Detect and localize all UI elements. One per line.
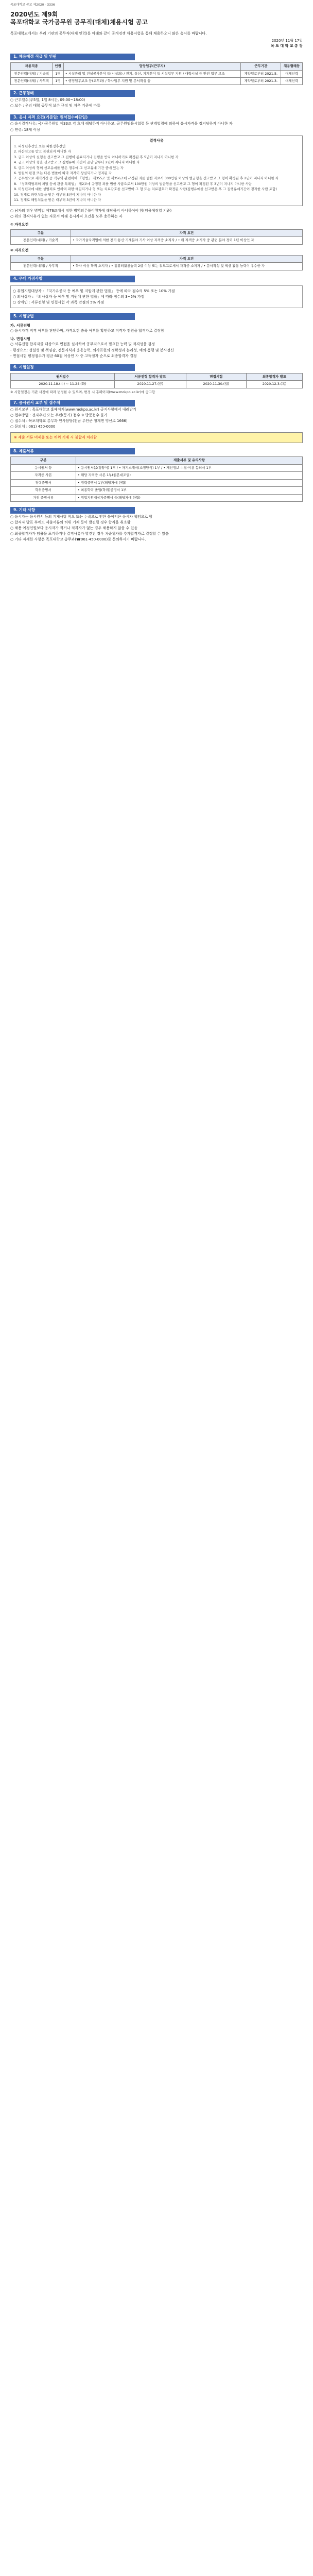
list-item: ○ 근무일수(주5일, 1일 8시간, 09:00~18:00) — [10, 98, 85, 103]
schedule-table — [10, 373, 303, 388]
table-cell: 응시원서 등 — [11, 464, 76, 471]
table-cell: 1명 — [53, 78, 63, 85]
list-item: 11. 징계로 해임처분을 받은 때부터 3년이 지나지 아니한 자 — [14, 198, 101, 202]
title-line-1: 2020년도 제9회 — [10, 10, 58, 18]
col-header: 최종합격자 발표 — [247, 373, 303, 380]
list-item: ○ 원서교부 : 목포대학교 홈페이지(www.mokpo.ac.kr) 공지사항에서 내려받기 — [10, 407, 136, 412]
table-cell: 대체인력 — [281, 70, 303, 77]
title-line-2: 목포대학교 국가공무원 공무직(대체)채용시험 공고 — [10, 19, 148, 26]
table-cell: 계약일로부터 2021.3. — [241, 78, 281, 85]
list-item: ○ 취업지원대상자 : 「국가유공자 등 예우 및 지원에 관한 법률」 등에 따라 점수의 5% 또는 10% 가점 — [13, 289, 175, 293]
table-cell: 학위증명서 — [11, 487, 76, 494]
table-cell: • 최종학력 졸업(학위)증명서 1부 — [76, 487, 303, 494]
table-cell: 2020.11.30.(월) — [186, 381, 246, 388]
col-header: 면접시험 — [186, 373, 246, 380]
table-cell: 대체인력 — [281, 78, 303, 85]
other-notes-list — [10, 514, 303, 543]
announcement-date: 2020년 11월 17일 — [271, 39, 303, 43]
table-cell: 전문인력(대체) / 기술직 — [11, 70, 53, 77]
list-item: 1. 피성년후견인 또는 피한정후견인 — [14, 144, 66, 148]
table-row — [11, 78, 303, 85]
col-header: 담당업무(근무지) — [63, 63, 241, 70]
section-7-heading: 7. 응시원서 교부 및 접수처 — [10, 400, 135, 406]
disqualification-list — [14, 144, 299, 203]
box-title: 결격사유 — [149, 138, 164, 143]
table-cell: 2020.11.27.(금) — [115, 381, 186, 388]
document-number: 목포대학교 공고 제2020 - 3336 — [10, 3, 55, 7]
col-header: 근무기간 — [241, 63, 281, 70]
col-header: 인원 — [53, 63, 63, 70]
section-4-heading: 4. 우대 가점사항 — [10, 276, 135, 282]
table-cell: 전문인력(대체) / 사무직 — [11, 78, 53, 85]
section-3-heading: 3. 응시 자격 요건(기준일: 원서접수마감일) — [10, 114, 135, 121]
section-2-heading: 2. 근무형태 — [10, 90, 135, 97]
list-item: 8. 「성폭력범죄의 처벌 등에 관한 특례법」 제2조에 규정된 죄를 범한 사람으로서 100만원 이상의 벌금형을 선고받고 그 형이 확정된 후 3년이 지나지 아니한 사람 — [14, 181, 252, 186]
requirements-table-2 — [10, 255, 303, 270]
table-cell: 자격증 사본 — [11, 472, 76, 479]
list-item: 9. 미성년자에 대한 성범죄로 인하여 파면·해임되거나 형 또는 치료감호를 선고받아 그 형 또는 치료감호가 확정된 사람(집행유예를 선고받은 후 그 집행유예기간이 경과한 사람 포함) — [14, 187, 277, 192]
intro-text: 목포대학교에서는 우리 기관의 공무직(대체 인력)를 아래와 같이 공개경쟁 채용시험을 통해 채용하오니 많은 응시를 바랍니다. — [10, 31, 207, 36]
disqualification-box — [10, 135, 303, 206]
list-item: 2. 파산선고를 받고 복권되지 아니한 자 — [14, 149, 71, 154]
list-item: ○ 보수 : 우리 대학 공무직 보수 규정 및 처우 기준에 따름 — [10, 104, 100, 108]
subsection-heading: 가. 서류전형 — [10, 323, 30, 328]
table-cell: 계약일로부터 2021.5. — [241, 70, 281, 77]
documents-table — [10, 456, 303, 502]
table-cell: 전문인력(대체) / 기술직 — [11, 237, 71, 244]
list-item: ○ 응시결격사유: 국가공무원법 제33조 각 호에 해당하지 아니하고, 공무원임용시험령 등 관계법령에 의하여 응시자격을 정지당하지 아니한 자 — [10, 122, 233, 126]
table-cell: • 취업지원대상자증명서 등(해당자에 한함) — [76, 494, 303, 501]
list-item: ○ 위의 결격사유가 없는 자로서 아래 응시자격 요건을 모두 충족하는 자 — [10, 214, 123, 218]
list-item: ○ 의사상자 : 「의사상자 등 예우 및 지원에 관한 법률」에 따라 점수의 3~5% 가점 — [13, 294, 145, 299]
col-header: 제출서류 및 유의사항 — [76, 457, 303, 464]
list-item: ○ 기타 자세한 사항은 목포대학교 총무과(☎061-450-0000)로 문의하시기 바랍니다. — [10, 537, 146, 542]
paragraph: ○ 응시자격 적격 여부를 판단하며, 자격요건 충족 여부를 확인하고 적격자 전원을 합격자로 결정함 — [10, 329, 164, 333]
subsection-heading: ② 자격요건 — [10, 248, 29, 252]
bonus-points-box — [10, 285, 303, 308]
list-item: ○ 접수처 : 목포대학교 총무과 인사담당(전남 무안군 청계면 영산로 1666) — [10, 419, 128, 423]
list-item: ○ 응시자는 응시원서 등의 기재사항 착오 또는 누락으로 인한 불이익은 응시자 책임으로 함 — [10, 514, 153, 519]
list-item: 7. 공무원으로 재직기간 중 직무와 관련하여 「형법」 제355조 및 제356조에 규정된 죄를 범한 자로서 300만원 이상의 벌금형을 선고받고 그 형이 확정된 후 2년이 지나지 아니한 자 — [14, 176, 279, 181]
table-cell: 1명 — [53, 70, 63, 77]
col-header: 자격 요건 — [71, 229, 303, 236]
list-item: ○ 접수방법 : 전자우편 또는 우편(등기) 접수 ※ 방문접수 불가 — [10, 413, 108, 417]
list-item: ○ 채용 예정인원보다 응시자가 적거나 적격자가 없는 경우 채용하지 않을 수 있음 — [10, 526, 137, 531]
list-item: - 평정요소: 성실성 및 책임감, 전문지식과 응용능력, 의사표현의 정확성과 논리성, 예의·품행 및 봉사정신 — [10, 348, 174, 352]
list-item: 6. 법원의 판결 또는 다른 법률에 따라 자격이 상실되거나 정지된 자 — [14, 171, 112, 175]
eligibility-list — [10, 121, 303, 132]
section-6-heading: 6. 시험일정 — [10, 364, 135, 371]
list-item: ○ 최종합격자가 임용을 포기하거나 결격사유가 발견된 경우 차순위자를 추가합격자로 결정할 수 있음 — [10, 532, 169, 536]
list-item: - 면접시험 평정점수가 평균 60점 이상인 자 중 고득점자 순으로 최종합격자 결정 — [10, 353, 137, 358]
col-header: 원서접수 — [11, 373, 115, 380]
table-cell: • 경력증명서 1부(해당자에 한함) — [76, 479, 303, 486]
list-item: ○ 합격자 발표 후에도 제출서류의 허위 기재 등이 발견될 경우 합격을 취소함 — [10, 520, 131, 524]
section-9-heading: 9. 기타 사항 — [10, 507, 135, 514]
col-header: 채용직종 — [11, 63, 53, 70]
requirements-table-1 — [10, 229, 303, 245]
table-cell: • 국가기술자격법에 의한 전기·통신·기계분야 기사 이상 자격증 소지자 / • 위 자격증 소지자 중 관련 분야 경력 1년 이상인 자 — [71, 237, 303, 244]
signer: 목 포 대 학 교 총 장 — [271, 44, 303, 48]
table-row — [11, 381, 303, 388]
col-header: 서류전형 합격자 발표 — [115, 373, 186, 380]
table-cell: • 학사 이상 학위 소지자 / • 컴퓨터활용능력 2급 이상 또는 워드프로세서 자격증 소지자 / • 문서작성 및 엑셀 활용 능력이 우수한 자 — [71, 263, 303, 270]
table-cell: • 행정업무보조 등(교무과) / 학사업무 지원 및 문서작성 등 — [63, 78, 241, 85]
page-title — [10, 11, 303, 27]
interview-list — [10, 348, 303, 359]
table-row — [11, 494, 303, 501]
table-cell: 경력증명서 — [11, 479, 76, 486]
list-item: 10. 징계로 파면처분을 받은 때부터 5년이 지나지 아니한 자 — [14, 192, 101, 197]
schedule-note: ※ 시험일정은 기관 사정에 따라 변경될 수 있으며, 변경 시 홈페이지(www.mokpo.ac.kr)에 공고함 — [10, 389, 155, 394]
positions-table — [10, 62, 303, 85]
table-row — [11, 70, 303, 77]
work-type-list — [10, 97, 303, 108]
col-header: 구분 — [11, 457, 76, 464]
table-cell: 2020.11.18.(수) ~ 11.24.(화) — [11, 381, 115, 388]
table-cell: • 시설관리 및 건설공사분야 등(시설과) / 전기, 통신, 기계분야 등 시설업무 지원 / 대학시설 등 안전 업무 보조 — [63, 70, 241, 77]
col-header: 구분 — [11, 255, 71, 262]
table-row — [11, 487, 303, 494]
list-item: ○ 남자의 경우 병역법 제76조에서 정한 병역의무불이행자에 해당하지 아니하여야 함(임용예정일 기준) — [10, 208, 172, 213]
table-row — [11, 464, 303, 471]
table-row — [11, 472, 303, 479]
subsection-heading: ① 자격요건 — [10, 222, 29, 227]
list-item: 4. 금고 이상의 형을 선고받고 그 집행유예 기간이 끝난 날부터 2년이 지나지 아니한 자 — [14, 160, 140, 165]
table-row — [11, 263, 303, 270]
subsection-heading: 나. 면접시험 — [10, 337, 30, 342]
table-cell: 가점 증빙서류 — [11, 494, 76, 501]
table-cell: 전문인력(대체) / 사무직 — [11, 263, 71, 270]
list-item: ○ 연령: 18세 이상 — [10, 127, 40, 132]
table-cell: • 응시원서(소정양식) 1부 / • 자기소개서(소정양식) 1부 / • 개인정보 수집·이용 동의서 1부 — [76, 464, 303, 471]
list-item: 3. 금고 이상의 실형을 선고받고 그 집행이 종료되거나 집행을 받지 아니하기로 확정된 후 5년이 지나지 아니한 자 — [14, 155, 179, 159]
section-5-heading: 5. 시험방법 — [10, 313, 135, 320]
application-notice: ※ 제출 서류 미제출 또는 허위 기재 시 불합격 처리함 — [10, 432, 303, 443]
col-header: 구분 — [11, 229, 71, 236]
list-item: ○ 문의처 : 061) 450-0000 — [10, 425, 56, 429]
table-cell: • 해당 자격증 사본 1부(원본대조필) — [76, 472, 303, 479]
list-item: 5. 금고 이상의 형의 선고유예를 받은 경우에 그 선고유예 기간 중에 있는 자 — [14, 165, 124, 170]
col-header: 자격 요건 — [71, 255, 303, 262]
section-1-heading: 1. 채용예정 직급 및 인원 — [10, 54, 135, 60]
list-item: ○ 장애인 : 서류전형 및 면접시험 각 과목 만점의 5% 가점 — [13, 300, 105, 304]
eligibility-notes — [10, 208, 303, 219]
table-row — [11, 479, 303, 486]
table-row — [11, 237, 303, 244]
paragraph: ○ 서류전형 합격자를 대상으로 면접을 실시하여 공무직으로서 필요한 능력 및 적격성을 검정 — [10, 342, 155, 347]
section-8-heading: 8. 제출서류 — [10, 448, 135, 455]
application-list — [10, 407, 303, 430]
col-header: 채용형태등 — [281, 63, 303, 70]
table-cell: 2020.12.3.(목) — [247, 381, 303, 388]
